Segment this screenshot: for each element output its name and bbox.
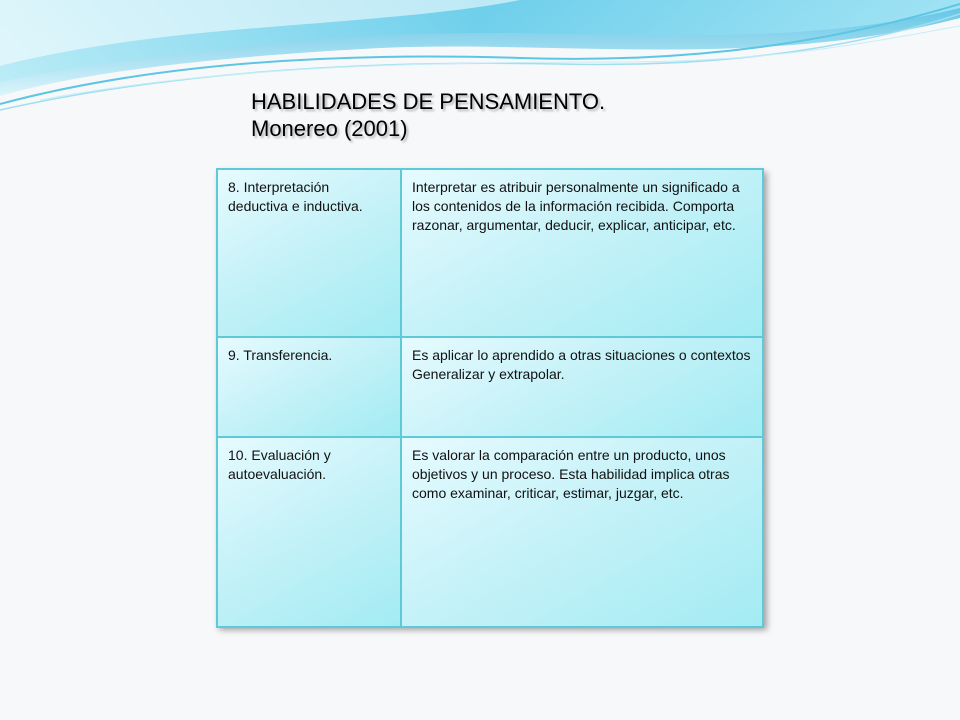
skill-name-cell: 10. Evaluación y autoevaluación.	[217, 437, 401, 627]
table-row	[217, 437, 763, 627]
skill-name-cell: 9. Transferencia.	[217, 337, 401, 437]
skill-name-cell: 8. Interpretación deductiva e inductiva.	[217, 169, 401, 337]
skill-description-cell: Es valorar la comparación entre un producto, unos objetivos y un proceso. Esta habilidad implica otras como examinar, criticar, estimar, juzgar, etc.	[401, 437, 763, 627]
slide-title	[251, 88, 605, 142]
skills-table	[216, 168, 764, 628]
table-row	[217, 169, 763, 337]
title-line-1: HABILIDADES DE PENSAMIENTO.	[251, 89, 606, 114]
title-line-2: Monereo (2001)	[251, 116, 408, 141]
table-row	[217, 337, 763, 437]
skill-description-cell: Es aplicar lo aprendido a otras situaciones o contextos Generalizar y extrapolar.	[401, 337, 763, 437]
skill-description-cell: Interpretar es atribuir personalmente un significado a los contenidos de la información recibida. Comporta razonar, argumentar, deducir, explicar, anticipar, etc.	[401, 169, 763, 337]
skills-table-container	[216, 168, 764, 626]
